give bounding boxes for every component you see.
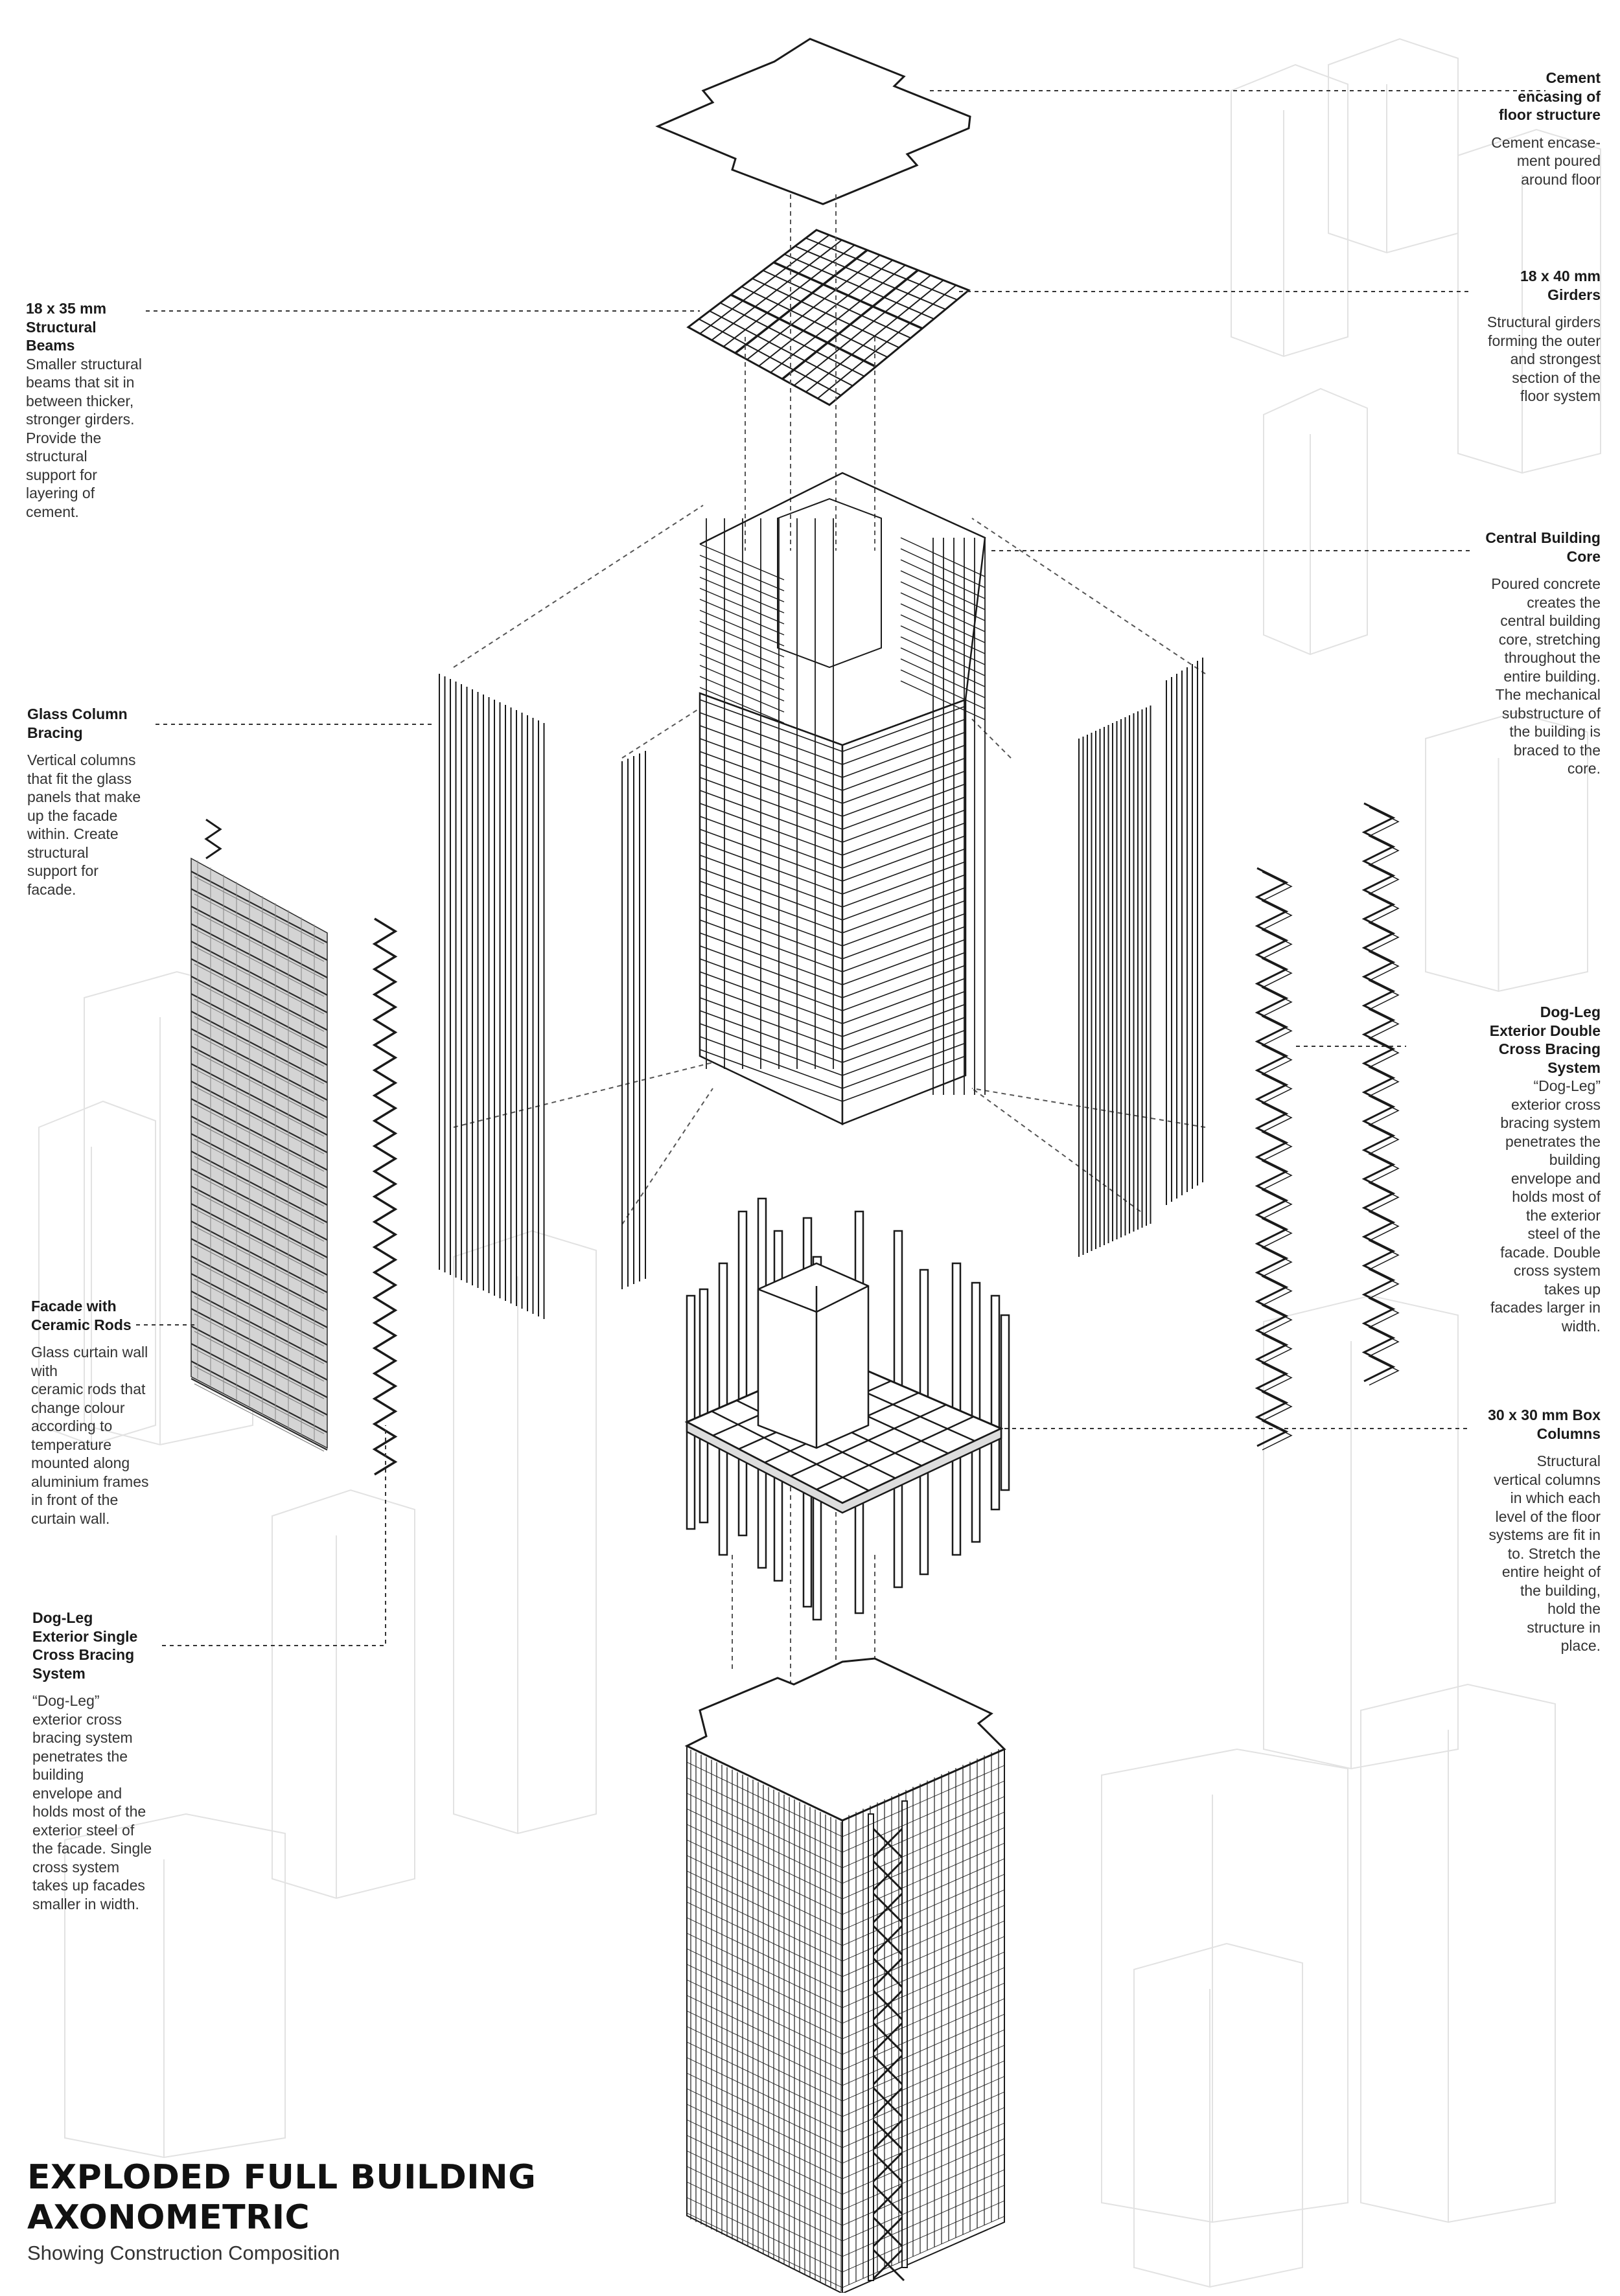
- single-cross-bracing: [375, 919, 395, 1475]
- label-description: “Dog-Leg” exterior cross bracing system penetrates the building envelope and holds most of the exterior steel of the facade. Double cross system takes up facades larger in width.: [1490, 1077, 1601, 1335]
- label-box-columns: [1393, 1406, 1601, 1655]
- label-description: Glass curtain wall with ceramic rods that change colour according to temperature mounted along aluminium frames in front of the curtain wall.: [31, 1344, 149, 1527]
- label-description: “Dog-Leg” exterior cross bracing system penetrates the building envelope and holds most of the exterior steel of the facade. Single cross system takes up facades smaller in width.: [32, 1692, 152, 1912]
- label-description: Structural vertical columns in which each level of the floor systems are fit in to. Stretch the entire height of the building, hold the structure in place.: [1488, 1452, 1601, 1654]
- cement-slab: [658, 39, 970, 204]
- label-title: Central Building Core: [1485, 529, 1601, 565]
- title-block: [27, 2157, 536, 2266]
- double-cross-bracing: [1257, 803, 1398, 1450]
- label-glass-column-bracing: [27, 705, 222, 899]
- label-title: Cement encasing of floor structure: [1498, 69, 1601, 123]
- label-girders: [1419, 267, 1601, 406]
- main-title-line2: AXONOMETRIC: [27, 2198, 310, 2237]
- label-title: Glass Column Bracing: [27, 706, 128, 741]
- label-title: Facade with Ceramic Rods: [31, 1298, 132, 1333]
- label-description: Structural girders forming the outer and strongest section of the floor system: [1487, 314, 1601, 404]
- label-facade-ceramic-rods: [31, 1297, 226, 1528]
- label-description: Vertical columns that fit the glass panels that make up the facade within. Create structural support for facade.: [27, 752, 141, 898]
- label-structural-beams: [26, 299, 220, 521]
- central-core-and-frame: [700, 473, 985, 1124]
- subtitle: Showing Construction Composition: [27, 2242, 340, 2264]
- label-title: 18 x 35 mm Structural Beams: [26, 300, 107, 354]
- assembled-building: [687, 1659, 1004, 2293]
- girder-grid: [688, 230, 969, 405]
- label-double-cross-bracing: [1406, 1003, 1601, 1335]
- label-title: 30 x 30 mm Box Columns: [1488, 1406, 1601, 1442]
- label-central-core: [1406, 529, 1601, 778]
- label-title: Dog-Leg Exterior Double Cross Bracing System: [1489, 1004, 1601, 1076]
- label-title: Dog-Leg Exterior Single Cross Bracing System: [32, 1609, 138, 1682]
- label-description: Poured concrete creates the central building core, stretching throughout the entire building. The mechanical substructure of the building is braced to the core.: [1491, 575, 1601, 777]
- label-single-cross-bracing: [32, 1609, 227, 1913]
- main-title-line1: EXPLODED FULL BUILDING: [27, 2158, 537, 2197]
- label-description: Cement encase- ment poured around floor: [1491, 133, 1601, 188]
- label-title: 18 x 40 mm Girders: [1520, 268, 1601, 303]
- label-description: Smaller structural beams that sit in between thicker, stronger girders. Provide the structural support for layering of cement.: [26, 355, 142, 520]
- box-columns: [687, 1199, 1009, 1620]
- label-cement-encasing: [1419, 69, 1601, 189]
